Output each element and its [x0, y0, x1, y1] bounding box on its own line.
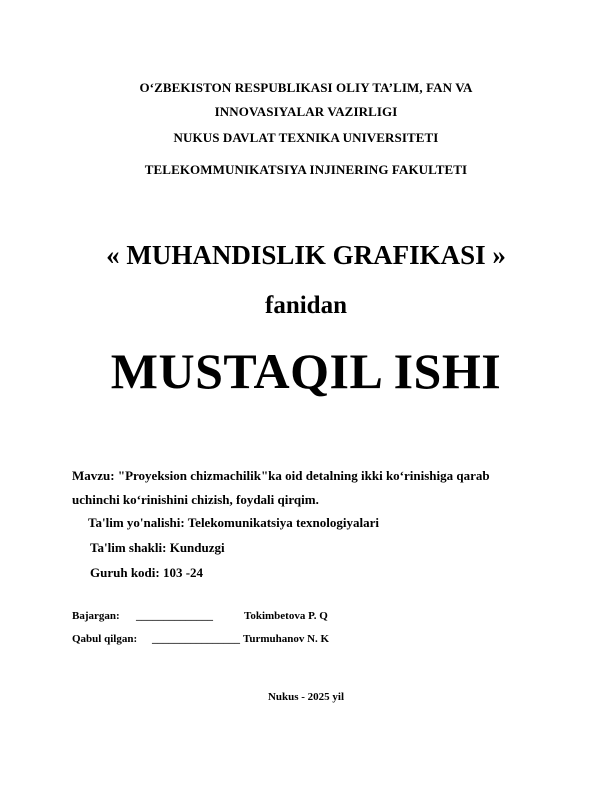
ministry-line-1: O‘ZBEKISTON RESPUBLIKASI OLIY TA’LIM, FAN VA — [139, 80, 473, 95]
document-title: MUSTAQIL ISHI — [110, 343, 502, 399]
faculty-name: TELEKOMMUNIKATSIYA INJINERING FAKULTETI — [144, 162, 468, 177]
study-direction: Ta'lim yo'nalishi: Telekomunikatsiya texnologiyalari — [88, 515, 379, 530]
subject-name: « MUHANDISLIK GRAFIKASI » — [106, 240, 506, 270]
reviewer-name: Turmuhanov N. K — [243, 633, 330, 645]
group-code: Guruh kodi: 103 -24 — [90, 565, 204, 580]
topic-line-1: Mavzu: "Proyeksion chizmachilik"ka oid detalning ikki ko‘rinishiga qarab — [72, 468, 490, 483]
university-name: NUKUS DAVLAT TEXNIKA UNIVERSITETI — [173, 130, 439, 145]
reviewer-signature-line: ________________ — [152, 633, 240, 645]
performer-signature-line: ______________ — [136, 610, 213, 622]
ministry-line-2: INNOVASIYALAR VAZIRLIGI — [214, 104, 398, 119]
study-form: Ta'lim shakli: Kunduzgi — [90, 540, 225, 555]
footer-place-year: Nukus - 2025 yil — [267, 691, 345, 703]
topic-line-2: uchinchi ko‘rinishini chizish, foydali qirqim. — [72, 492, 319, 507]
performer-name: Tokimbetova P. Q — [244, 610, 328, 622]
reviewer-label: Qabul qilgan: — [72, 633, 138, 645]
performer-label: Bajargan: — [72, 610, 120, 622]
subject-suffix: fanidan — [265, 292, 347, 319]
